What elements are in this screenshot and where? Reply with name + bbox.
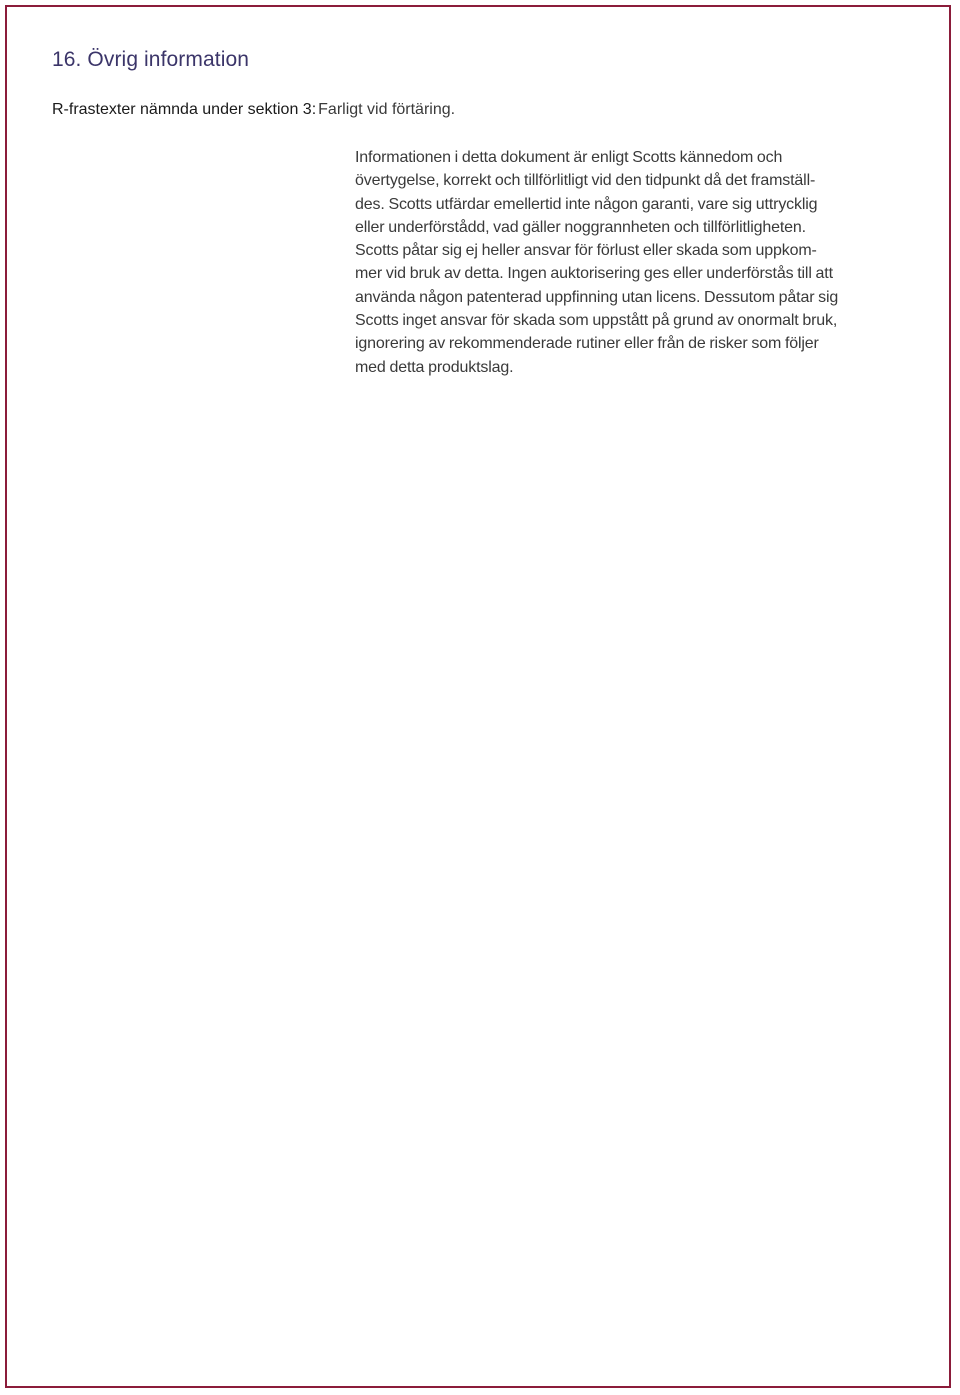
disclaimer-line: Informationen i detta dokument är enligt Scotts kännedom och [355,149,783,166]
disclaimer-line: eller underförstådd, vad gäller noggrannheten och tillförlitligheten. [355,218,806,236]
section-title: 16. Övrig information [52,48,250,71]
disclaimer-paragraph [355,146,915,379]
disclaimer-line: ignorering av rekommenderade rutiner eller från de risker som följer [355,335,819,353]
r-phrases-value: Farligt vid förtäring. [318,101,456,118]
disclaimer-line: använda någon patenterad uppfinning utan licens. Dessutom påtar sig [355,288,839,306]
r-phrases-label: R-frastexter nämnda under sektion 3: [52,101,317,118]
disclaimer-line: Scotts påtar sig ej heller ansvar för förlust eller skada som uppkom- [355,242,817,260]
disclaimer-line: des. Scotts utfärdar emellertid inte någon garanti, vare sig uttrycklig [355,195,818,213]
disclaimer-line: med detta produktslag. [355,358,514,376]
r-phrases-row [52,99,455,121]
disclaimer-line: övertygelse, korrekt och tillförlitligt vid den tidpunkt då det framställ- [355,172,816,190]
disclaimer-line: Scotts inget ansvar för skada som uppstått på grund av onormalt bruk, [355,312,838,330]
disclaimer-line: mer vid bruk av detta. Ingen auktorisering ges eller underförstås till att [355,265,833,283]
